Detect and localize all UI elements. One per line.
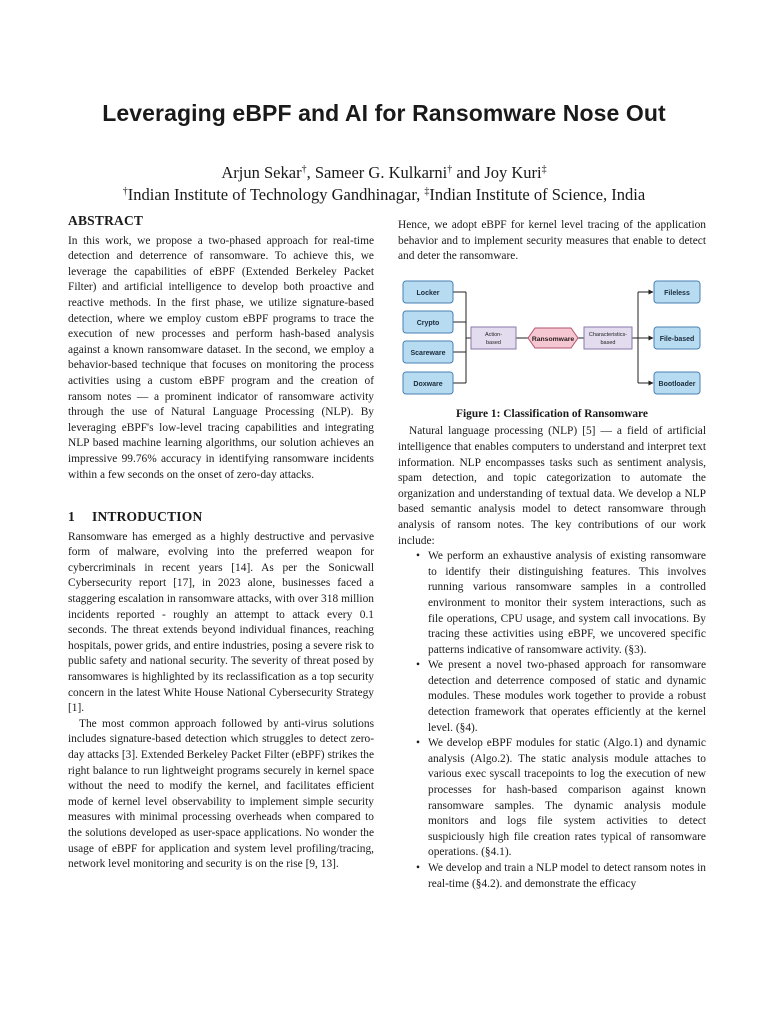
figure-caption: Figure 1: Classification of Ransomware bbox=[456, 407, 648, 420]
node-characteristics-based-label-1: Characteristics- bbox=[588, 331, 628, 338]
section-heading-introduction bbox=[68, 509, 374, 525]
affiliation-mark: ‡ bbox=[541, 164, 547, 175]
right-categories bbox=[654, 281, 700, 394]
node-action-based-label-1: Action- bbox=[484, 331, 503, 338]
node-fileless-label: Fileless bbox=[664, 289, 690, 297]
author-name: Sameer G. Kulkarni bbox=[314, 163, 448, 182]
author-line: Arjun Sekar†, Sameer G. Kulkarni† and Joy Kuri‡ bbox=[221, 163, 547, 182]
list-item: • We develop and train a NLP model to detect ransom notes in real-time (§4.2). and demonstrate the efficacy bbox=[428, 861, 706, 892]
node-bootloader-label: Bootloader bbox=[658, 380, 696, 388]
affiliation-mark: ‡ bbox=[424, 186, 430, 197]
section-number: 1 bbox=[68, 509, 75, 525]
author-name: Arjun Sekar bbox=[221, 163, 302, 182]
list-item: • We perform an exhaustive analysis of existing ransomware to identify their distinguishing features. This involves running various ransomware samples in a controlled environment to monitor their system interactions, such as file operations, CPU usage, and system call invocations. By tracing these activities using eBPF, we uncovered specific patterns indicative of ransomware activity. (§3). bbox=[428, 549, 706, 658]
node-crypto-label: Crypto bbox=[416, 319, 440, 327]
intro-paragraph-2: The most common approach followed by anti-virus solutions includes signature-based detection which struggles to detect zero-day attacks [3]. Extended Berkeley Packet Filter (eBPF) strikes the right balance to run lightweight programs securely in kernel space without the need to modify the kernel, and facilitates efficient mode of kernel level observability to implement simple security measures with minimal processing overheads when compared to the solutions developed as user-space applications. No wonder the usage of eBPF for application and system level profiling/tracing, network level monitoring and security is on the rise [9, 13]. bbox=[68, 717, 374, 871]
affiliation-name: Indian Institute of Technology Gandhinagar, bbox=[127, 185, 425, 204]
node-locker-label: Locker bbox=[416, 289, 440, 297]
node-ransomware-label: Ransomware bbox=[531, 335, 575, 343]
right-column bbox=[398, 218, 706, 892]
left-column bbox=[68, 213, 374, 873]
paper-title: Leveraging eBPF and AI for Ransomware Nose Out bbox=[102, 100, 666, 126]
node-doxware-label: Doxware bbox=[413, 380, 443, 388]
node-scareware-label: Scareware bbox=[410, 349, 446, 357]
affiliation-name: Indian Institute of Science, India bbox=[429, 185, 646, 204]
affiliation-line bbox=[0, 184, 768, 206]
intro-paragraph-1: Ransomware has emerged as a highly destructive and pervasive form of malware, evolving into the preferred weapon for cybercriminals in recent years [14]. As per the Sonicwall Cybersecurity report [17], in 2023 alone, businesses faced a staggering escalation in ransomware attacks, with over 318 million incidents reported - roughly an attempt to attack every 0.1 seconds. The threat extends beyond individual finances, reaching hospitals, power grids, and entire industries, posing a severe risk to public safety and national security. The severity of threat posed by ransomwares is highlighted by its reclassification as a top security concern in the latest White House National Cybersecurity Strategy [1]. bbox=[68, 530, 374, 715]
affiliation-mark: † bbox=[122, 186, 128, 197]
list-item: • We present a novel two-phased approach for ransomware detection and deterrence composed of static and dynamic modules. These modules work together to provide a robust detection framework that operates efficiently at the kernel level. (§4). bbox=[428, 658, 706, 736]
node-action-based-label-2: based bbox=[486, 339, 501, 346]
node-file-based-label: File-based bbox=[659, 335, 695, 343]
classification-diagram bbox=[398, 277, 706, 427]
abstract-text: In this work, we propose a two-phased approach for real-time detection and deterrence of ransomware. To achieve this, we leverage the capabilities of eBPF (Extended Berkeley Packet Filter) and artificial intelligence to develop both proactive and reactive methods. In the first phase, we utilize signature-based detection, where we employ custom eBPF programs to trace the execution of new processes and perform hash-based analysis against a known ransomware dataset. In the second, we employ a behavior-based technique that focuses on monitoring the process activities using a custom eBPF program and the creation of ransom notes — a prominent indicator of ransomware activity through the use of Natural Language Processing (NLP). By leveraging eBPF's low-level tracing capabilities and integrating NLP based machine learning algorithms, our solution achieves an impressive 99.76% accuracy in identifying ransomware incidents within a few seconds on the onset of zero-day attacks. bbox=[68, 234, 374, 481]
section-title: INTRODUCTION bbox=[92, 509, 203, 525]
affiliation-mark: † bbox=[301, 164, 307, 175]
left-categories bbox=[403, 281, 453, 394]
author-block bbox=[0, 162, 768, 206]
contributions-list bbox=[398, 549, 706, 892]
intro-paragraph-3: Hence, we adopt eBPF for kernel level tracing of the application behavior and to implement security measures that enable to detect and deter the ransomware. bbox=[398, 219, 706, 263]
list-item: • We develop eBPF modules for static (Algo.1) and dynamic analysis (Algo.2). The static analysis module attaches to various exec syscall tracepoints to log the execution of new processes for hash-based comparison against known ransomware samples. The dynamic analysis module monitors and logs file system activities to detect suspiciously high file creation rates typical of ransomware operations. (§4.1). bbox=[428, 736, 706, 861]
author-name: Joy Kuri bbox=[484, 163, 542, 182]
intro-paragraph-4: Natural language processing (NLP) [5] — a field of artificial intelligence that enables computers to understand and interpret text information. NLP encompasses tasks such as sentiment analysis, spam detection, and topic categorization to automate the organization and understanding of textual data. We develop a NLP based semantic analysis model to detect ransomware through analysis of ransom notes. The key contributions of our work include: bbox=[398, 425, 706, 547]
author-conjunction: and bbox=[452, 163, 485, 182]
affiliation-mark: † bbox=[447, 164, 453, 175]
figure-ransomware-classification bbox=[398, 277, 706, 427]
abstract-heading: ABSTRACT bbox=[68, 213, 144, 228]
node-characteristics-based-label-2: based bbox=[600, 339, 616, 346]
